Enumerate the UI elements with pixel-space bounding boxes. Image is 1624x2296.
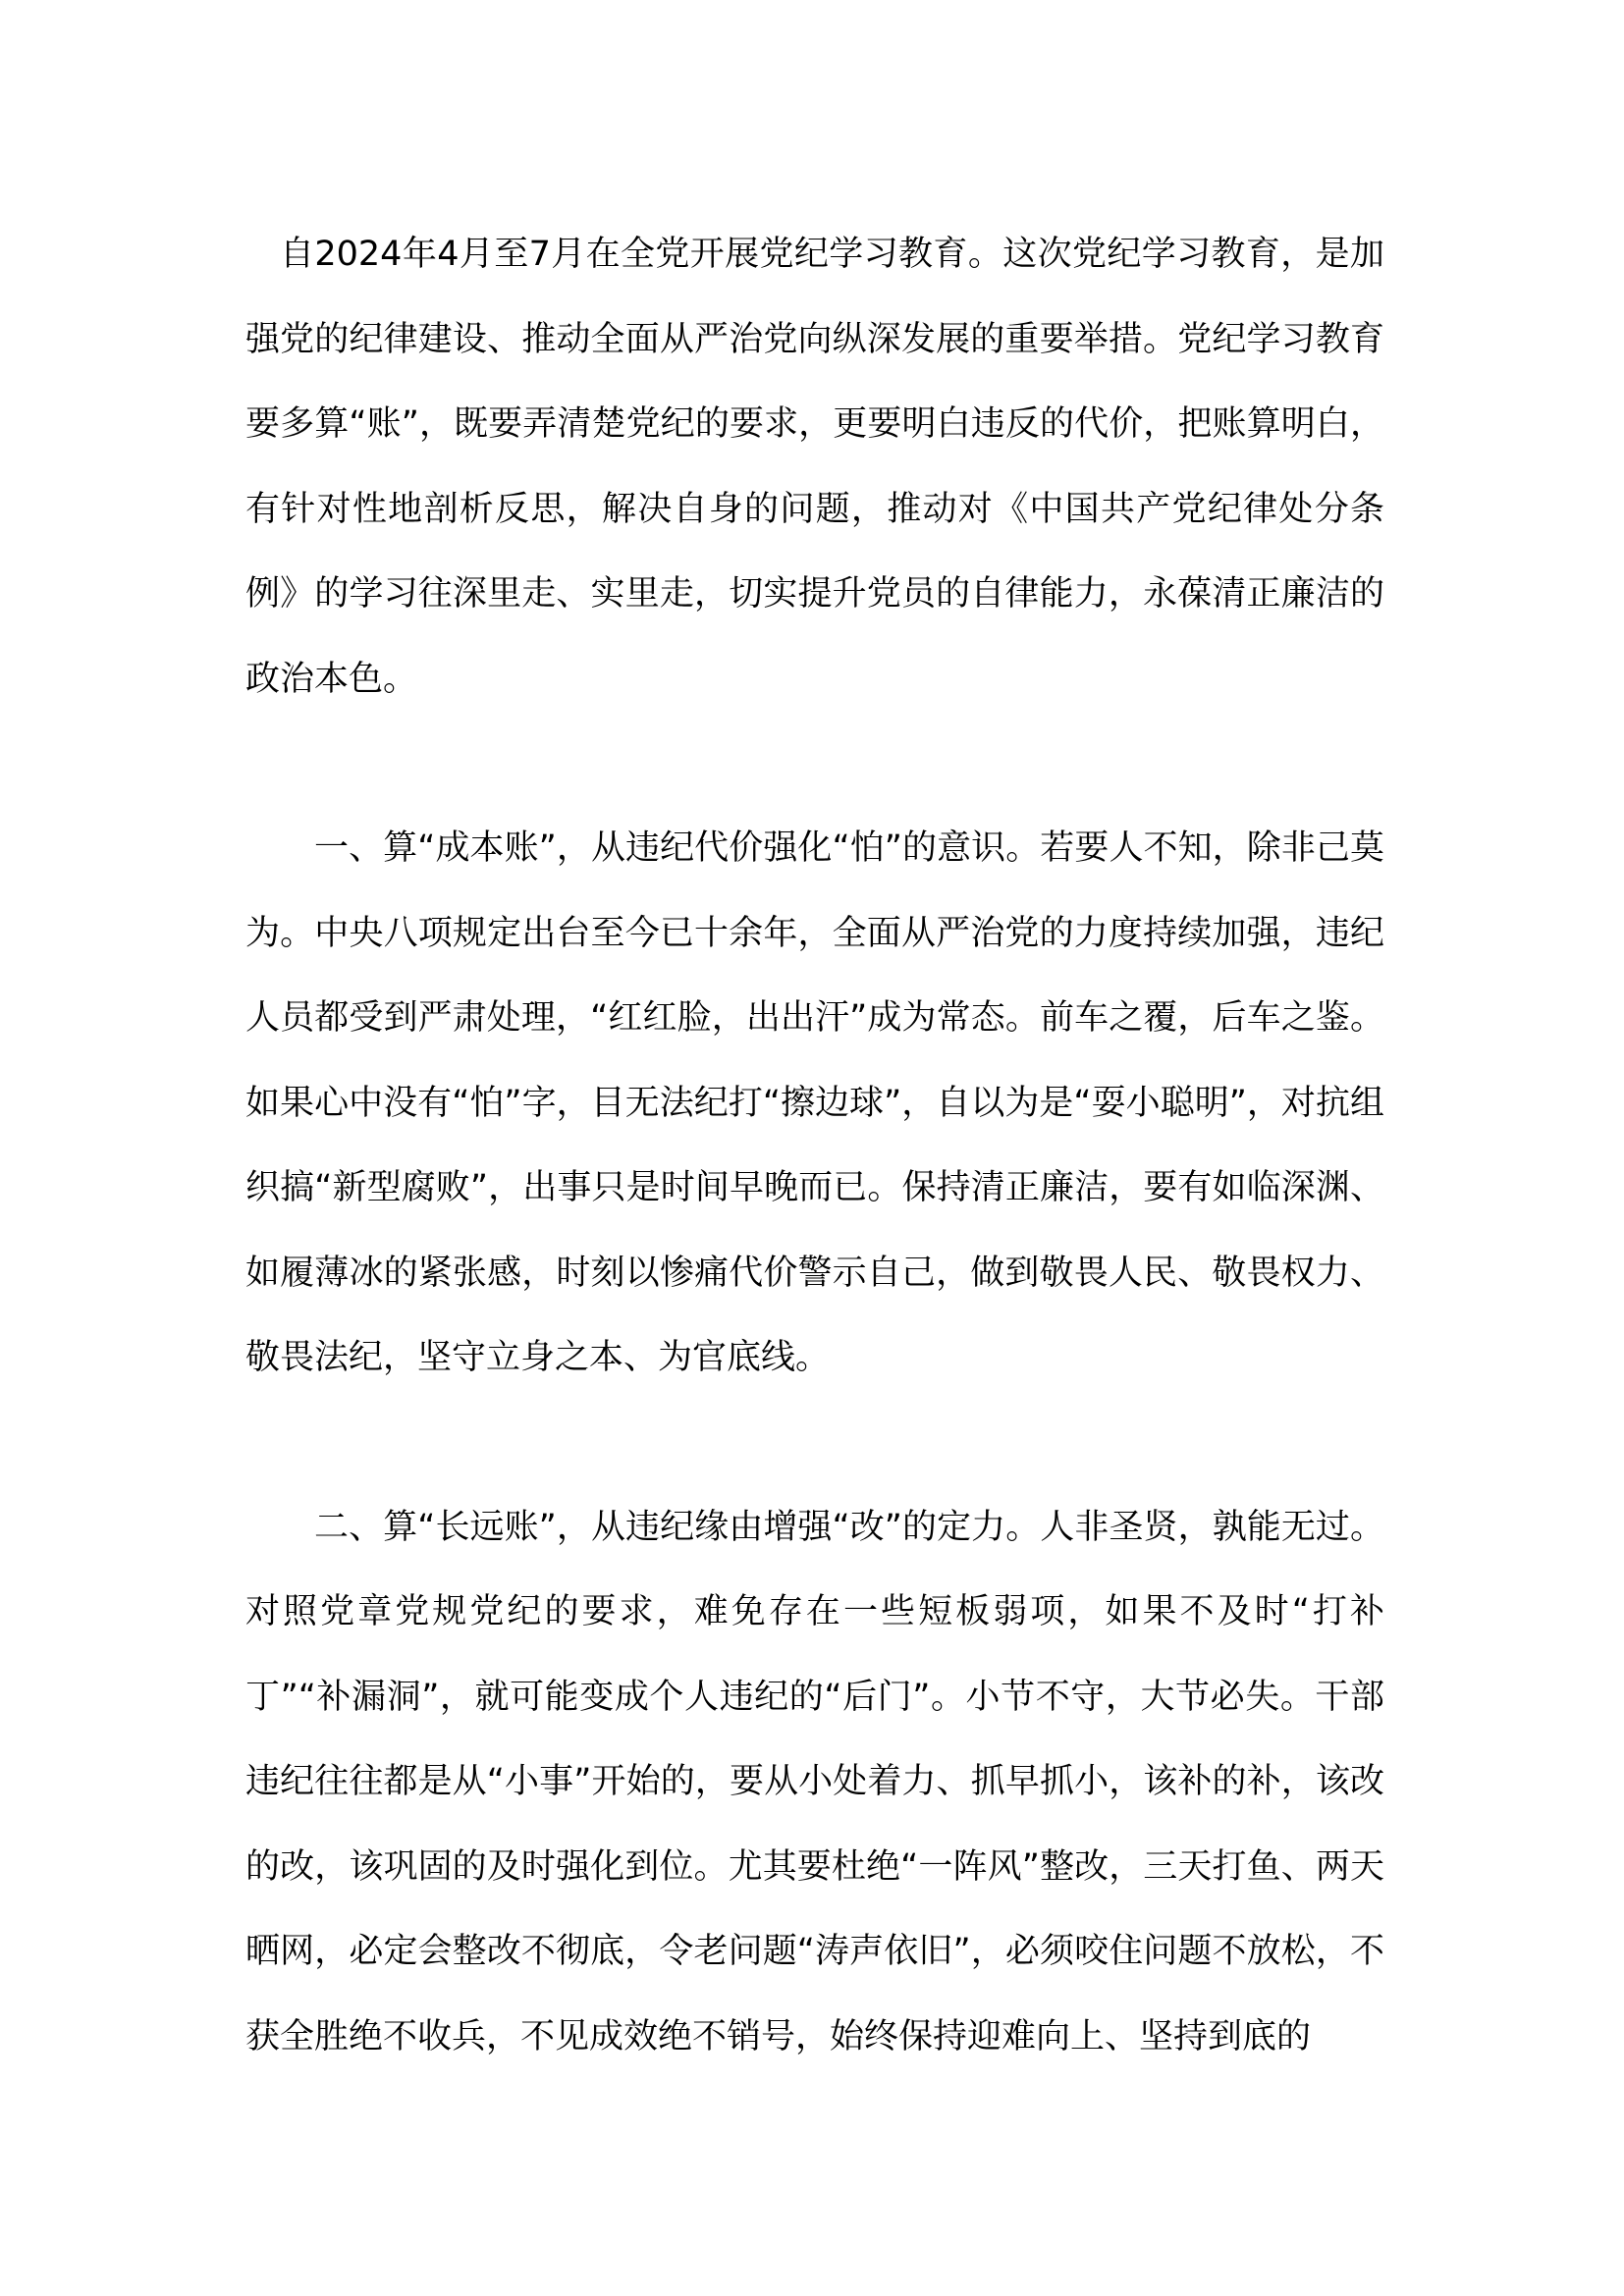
paragraph-cost-account: 一、算“成本账”，从违纪代价强化“怕”的意识。若要人不知，除非己莫为。中央八项规定出台至今已十余年，全面从严治党的力度持续加强，违纪人员都受到严肃处理，“红红脸，出出汗”成为常态。前车之覆，后车之鉴。如果心中没有“怕”字，目无法纪打“擦边球”，自以为是“耍小聪明”，对抗组织搞“新型腐败”，出事只是时间早晚而已。保持清正廉洁，要有如临深渊、如履薄冰的紧张感，时刻以惨痛代价警示自己，做到敬畏人民、敬畏权力、敬畏法纪，坚守立身之本、为官底线。: [245, 828, 1384, 1377]
document-body: [245, 212, 1384, 2079]
paragraph-intro: 自2024年4月至7月在全党开展党纪学习教育。这次党纪学习教育，是加强党的纪律建设、推动全面从严治党向纵深发展的重要举措。党纪学习教育要多算“账”，既要弄清楚党纪的要求，更要明白违反的代价，把账算明白，有针对性地剖析反思，解决自身的问题，推动对《中国共产党纪律处分条例》的学习往深里走、实里走，切实提升党员的自律能力，永葆清正廉洁的政治本色。: [245, 235, 1384, 699]
paragraph-long-term-account: 二、算“长远账”，从违纪缘由增强“改”的定力。人非圣贤，孰能无过。对照党章党规党纪的要求，难免存在一些短板弱项，如果不及时“打补丁”“补漏洞”，就可能变成个人违纪的“后门”。小节不守，大节必失。干部违纪往往都是从“小事”开始的，要从小处着力、抓早抓小，该补的补，该改的改，该巩固的及时强化到位。尤其要杜绝“一阵风”整改，三天打鱼、两天晒网，必定会整改不彻底，令老问题“涛声依旧”，必须咬住问题不放松，不获全胜绝不收兵，不见成效绝不销号，始终保持迎难向上、坚持到底的: [245, 1507, 1384, 2056]
